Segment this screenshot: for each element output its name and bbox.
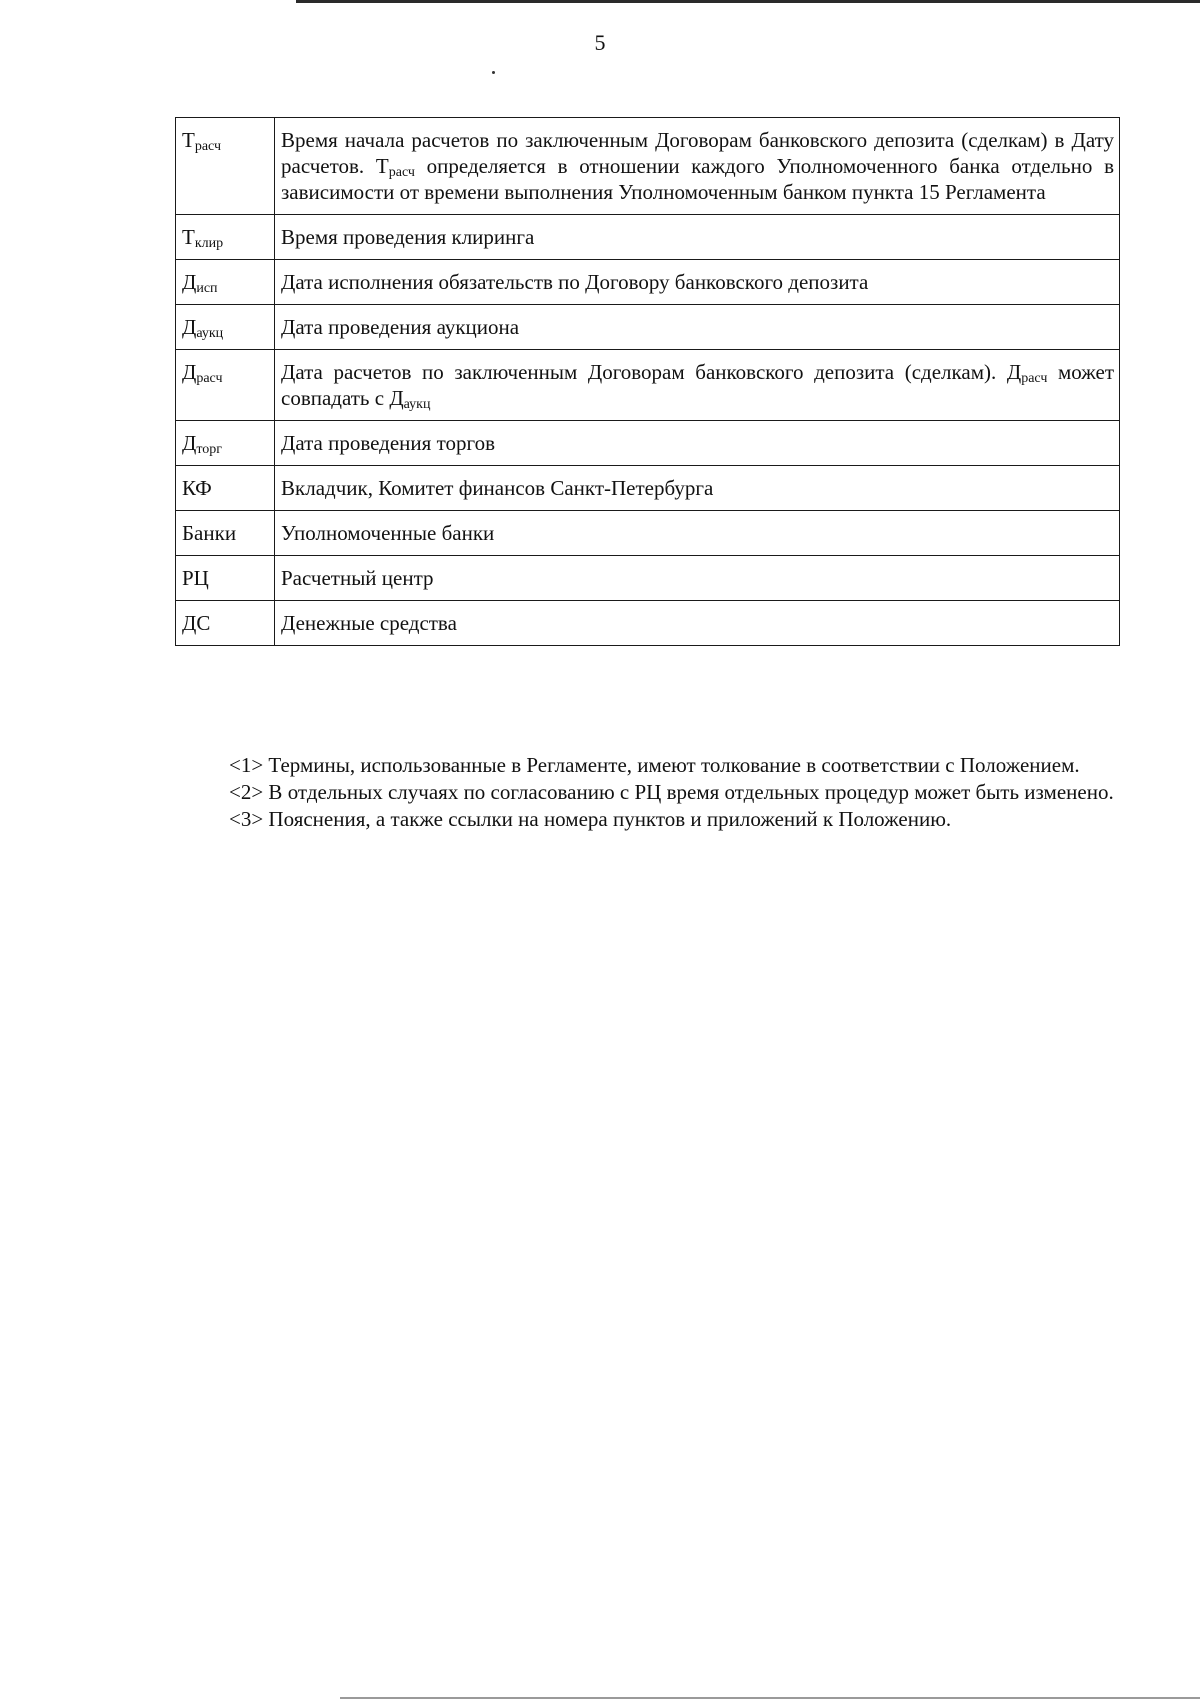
term-symbol: Д — [182, 315, 197, 339]
table-row — [176, 260, 1120, 305]
term-subscript: расч — [194, 139, 222, 154]
term-symbol: КФ — [182, 476, 212, 500]
scan-speck — [492, 71, 495, 74]
term-cell — [176, 350, 275, 421]
term-cell — [176, 511, 275, 556]
table-row — [176, 466, 1120, 511]
table-row — [176, 215, 1120, 260]
term-symbol: Т — [182, 225, 195, 249]
table-row — [176, 421, 1120, 466]
definition-cell — [275, 215, 1120, 260]
terms-table — [175, 117, 1120, 646]
term-symbol: Т — [182, 128, 195, 152]
definition-cell — [275, 601, 1120, 646]
footnote-3: <3> Пояснения, а также ссылки на номера пунктов и приложений к Положению. — [229, 807, 952, 831]
definition-text: Расчетный центр — [281, 566, 434, 590]
term-symbol: ДС — [182, 611, 211, 635]
footnote-2: <2> В отдельных случаях по согласованию с РЦ время отдельных процедур может быть изменено. — [229, 780, 1114, 804]
definition-cell — [275, 350, 1120, 421]
term-cell — [176, 305, 275, 350]
definition-text: Дата проведения торгов — [281, 431, 495, 455]
definition-subscript: расч — [1021, 371, 1048, 386]
definition-text: определяется в отношении каждого Уполномоченного банка отдельно в зависимости от времени выполнения Уполномоченным банком пункта 15 Регламента — [281, 154, 1114, 204]
term-cell — [176, 601, 275, 646]
footnote-1: <1> Термины, использованные в Регламенте, имеют толкование в соответствии с Положением. — [229, 753, 1080, 777]
definition-text: Время проведения клиринга — [281, 225, 535, 249]
term-symbol: Д — [182, 360, 197, 384]
table-row — [176, 305, 1120, 350]
term-symbol: Банки — [182, 521, 237, 545]
scan-bottom-edge-line — [340, 1697, 1200, 1699]
table-row — [176, 118, 1120, 215]
term-subscript: торг — [196, 442, 223, 457]
term-cell — [176, 118, 275, 215]
definition-cell — [275, 466, 1120, 511]
definition-cell — [275, 305, 1120, 350]
term-cell — [176, 556, 275, 601]
definition-text: Денежные средства — [281, 611, 457, 635]
term-subscript: исп — [196, 281, 218, 296]
table-row — [176, 350, 1120, 421]
term-cell — [176, 421, 275, 466]
definition-subscript: аукц — [403, 397, 431, 412]
page-number: 5 — [594, 30, 606, 55]
definition-cell — [275, 260, 1120, 305]
term-cell — [176, 466, 275, 511]
definition-text: может совпадать с Д — [281, 360, 1114, 410]
definition-text: Уполномоченные банки — [281, 521, 495, 545]
term-subscript: клир — [194, 236, 224, 251]
term-subscript: аукц — [196, 326, 224, 341]
table-row — [176, 511, 1120, 556]
scan-top-edge-line — [296, 0, 1200, 3]
term-symbol: Д — [182, 431, 197, 455]
term-symbol: Д — [182, 270, 197, 294]
definition-text: Время начала расчетов по заключенным Договорам банковского депозита (сделкам) в Дату расчетов. Т — [281, 128, 1114, 178]
definition-text: Дата расчетов по заключенным Договорам банковского депозита (сделкам). Д — [281, 360, 1022, 384]
definition-text: Дата проведения аукциона — [281, 315, 520, 339]
definition-subscript: расч — [388, 165, 415, 180]
term-subscript: расч — [196, 371, 223, 386]
definition-cell — [275, 421, 1120, 466]
definition-cell — [275, 556, 1120, 601]
table-row — [176, 601, 1120, 646]
definition-text: Вкладчик, Комитет финансов Санкт-Петербурга — [281, 476, 714, 500]
table-row — [176, 556, 1120, 601]
definition-text: Дата исполнения обязательств по Договору банковского депозита — [281, 270, 869, 294]
term-symbol: РЦ — [182, 566, 209, 590]
definition-cell — [275, 118, 1120, 215]
term-cell — [176, 260, 275, 305]
terms-table-body — [176, 118, 1120, 646]
definition-cell — [275, 511, 1120, 556]
term-cell — [176, 215, 275, 260]
footnotes — [175, 752, 1120, 833]
